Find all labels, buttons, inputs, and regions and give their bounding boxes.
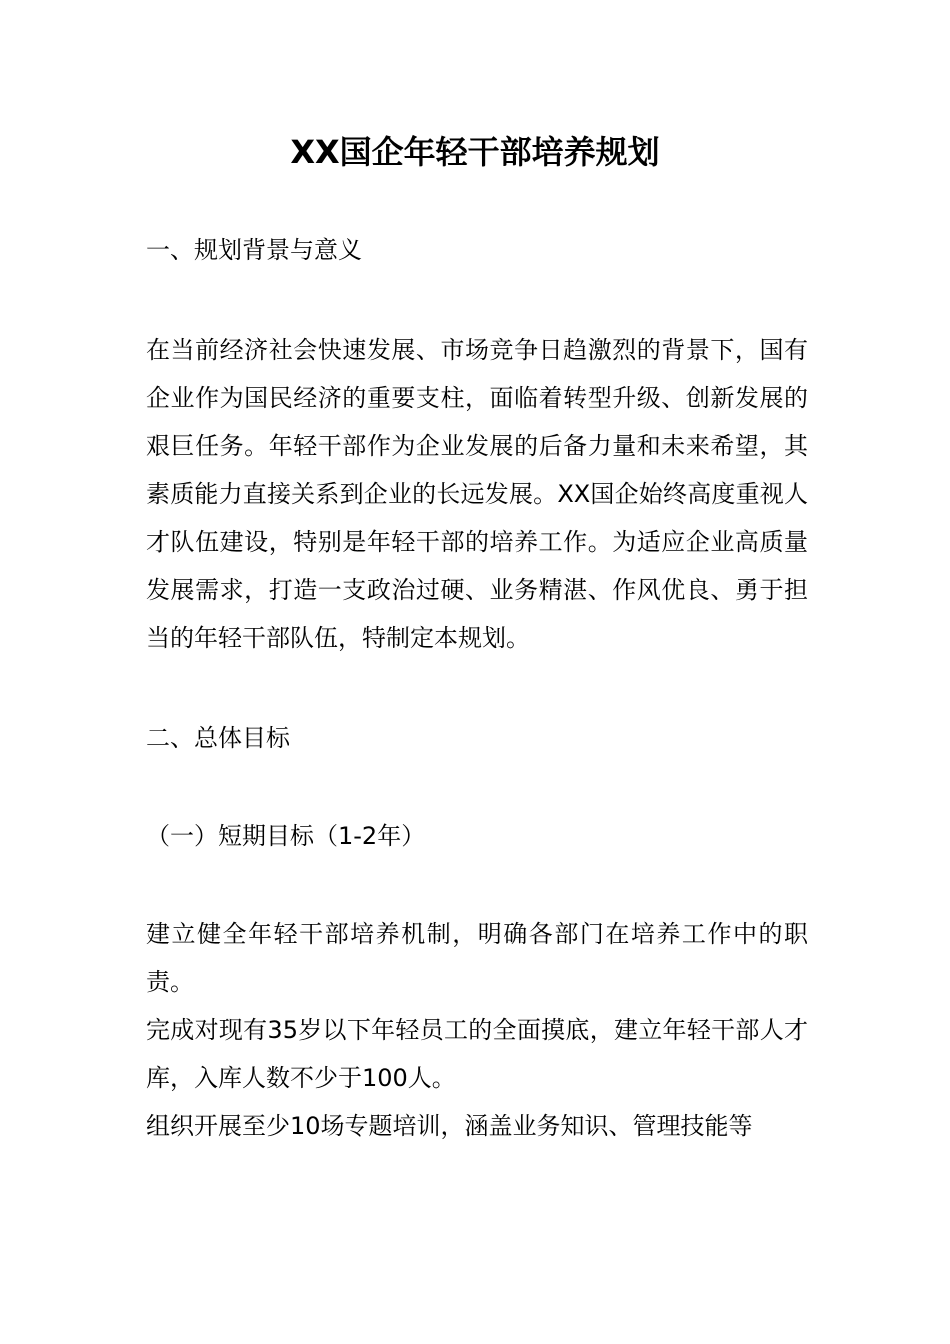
document-body — [146, 226, 808, 1150]
short-term-goal-item: 完成对现有35岁以下年轻员工的全面摸底，建立年轻干部人才库，入库人数不少于100人。 — [146, 1016, 808, 1092]
section-background-paragraph — [146, 326, 808, 662]
subsection-heading-short-term: （一）短期目标（1-2年） — [146, 822, 426, 850]
short-term-goal-list — [146, 910, 808, 1150]
short-term-goal-item: 组织开展至少10场专题培训，涵盖业务知识、管理技能等 — [146, 1112, 753, 1140]
short-term-goal-item: 建立健全年轻干部培养机制，明确各部门在培养工作中的职责。 — [146, 920, 808, 996]
document-title: XX国企年轻干部培养规划 — [290, 133, 660, 171]
background-paragraph-text: 在当前经济社会快速发展、市场竞争日趋激烈的背景下，国有企业作为国民经济的重要支柱，面临着转型升级、创新发展的艰巨任务。年轻干部作为企业发展的后备力量和未来希望，其素质能力直接关系到企业的长远发展。XX国企始终高度重视人才队伍建设，特别是年轻干部的培养工作。为适应企业高质量发展需求，打造一支政治过硬、业务精湛、作风优良、勇于担当的年轻干部队伍，特制定本规划。 — [146, 336, 808, 652]
section-heading-goals: 二、总体目标 — [146, 724, 290, 752]
section-heading-background: 一、规划背景与意义 — [146, 236, 362, 264]
